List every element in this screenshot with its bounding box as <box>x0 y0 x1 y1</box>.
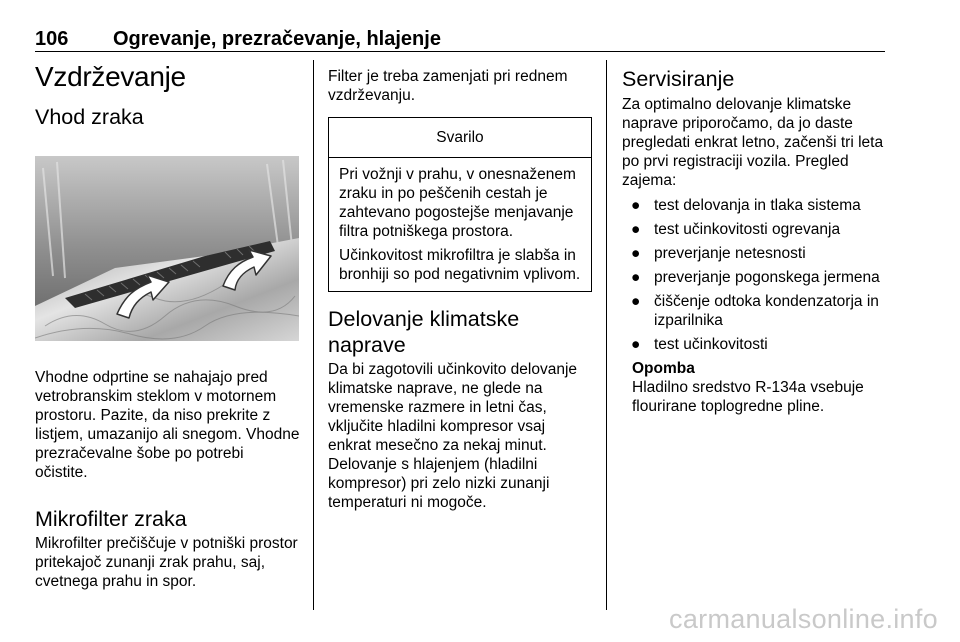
warning-body <box>329 158 591 291</box>
subsection-heading-ac-operation: Delovanje klimatske naprave <box>328 307 520 357</box>
inspection-list <box>622 196 890 354</box>
bullet-icon: ● <box>631 221 641 238</box>
servicing-intro-paragraph: Za optimalno delovanje klimatske naprave priporočamo, da jo daste pregledati enkrat letno, začenši tri leta po prvi registraciji vozila. Pregled zajema: <box>622 96 884 189</box>
air-inlet-paragraph: Vhodne odprtine se nahajajo pred vetrobranskim steklom v motornem prostoru. Pazite, da niso prekrite z listjem, umazanijo ali snegom. Vhodne prezračevalne šobe po potrebi očistite. <box>35 369 300 481</box>
warning-title: Svarilo <box>329 118 591 158</box>
page-header <box>35 27 885 52</box>
warning-paragraph: Učinkovitost mikrofiltra je slabša in bronhiji so pod negativnim vplivom. <box>339 247 581 283</box>
list-item: ● preverjanje netesnosti <box>631 245 806 262</box>
warning-paragraph: Pri vožnji v prahu, v onesnaženem zraku in po peščenih cestah je zahtevano pogostejše menjavanje filtra potniškega prostora. <box>339 166 576 240</box>
column-right <box>622 60 890 416</box>
column-left <box>35 60 300 591</box>
filter-replace-paragraph: Filter je treba zamenjati pri rednem vzdrževanju. <box>328 68 568 104</box>
list-item: ● test učinkovitosti <box>631 336 768 353</box>
bullet-icon: ● <box>631 269 641 286</box>
section-heading: Vzdrževanje <box>35 61 186 92</box>
microfilter-paragraph: Mikrofilter prečiščuje v potniški prostor pritekajoč zunanji zrak prahu, saj, cvetnega prahu in spor. <box>35 535 298 590</box>
chapter-title: Ogrevanje, prezračevanje, hlajenje <box>113 28 441 50</box>
list-item: ● preverjanje pogonskega jermena <box>631 269 880 286</box>
watermark-text: carmanualsonline.info <box>669 604 938 634</box>
ac-operation-paragraph: Da bi zagotovili učinkovito delovanje klimatske naprave, ne glede na vremenske razmere in letni čas, vključite hladilni kompresor vsaj enkrat mesečno za nekaj minut. Delovanje s hlajenjem (hladilni kompresor) pri zelo nizki zunanji temperaturi ni mogoče. <box>328 361 578 511</box>
bullet-icon: ● <box>631 293 641 310</box>
note-title: Opomba <box>632 360 695 377</box>
column-divider <box>606 60 607 610</box>
list-item: ● test učinkovitosti ogrevanja <box>631 221 841 238</box>
car-windshield-air-inlet-photo-icon <box>35 156 299 341</box>
subsection-heading-air-inlet: Vhod zraka <box>35 105 144 129</box>
page-number: 106 <box>35 28 69 50</box>
warning-box <box>328 117 592 292</box>
list-item: ● test delovanja in tlaka sistema <box>631 197 861 214</box>
note-text: Hladilno sredstvo R-134a vsebuje flourirane toplogredne pline. <box>632 379 864 415</box>
bullet-icon: ● <box>631 336 641 353</box>
bullet-icon: ● <box>631 197 641 214</box>
note-box <box>632 359 890 416</box>
subsection-heading-servicing: Servisiranje <box>622 67 735 91</box>
column-divider <box>313 60 314 610</box>
list-item: ● čiščenje odtoka kondenzatorja in izparilnika <box>631 293 879 329</box>
subsection-heading-microfilter: Mikrofilter zraka <box>35 507 187 531</box>
column-middle <box>328 60 592 512</box>
bullet-icon: ● <box>631 245 641 262</box>
